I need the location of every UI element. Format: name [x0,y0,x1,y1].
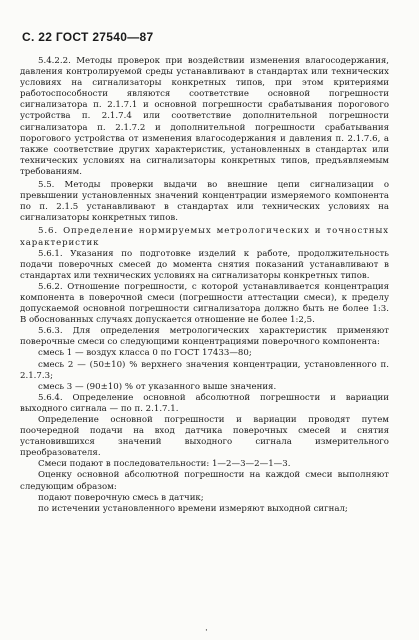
paragraph-5-6-3: 5.6.3. Для определения метрологических характеристик применяют поверочные смеси со следующими концентрациями поверочного компонента: [20,326,389,348]
list-item-mixture-3: смесь 3 — (90±10) % от указанного выше значения. [38,381,277,392]
paragraph-method: Определение основной погрешности и вариации проводят путем поочередной подачи на вход датчика поверочных смесей и снятия установившихся значений выходного сигнала измерительного преобразователя. [20,415,389,459]
paragraph-5-6-4: 5.6.4. Определение основной абсолютной погрешности и вариации выходного сигнала — по п. 2.1.7.1. [20,392,389,414]
list-item-mixture-1: смесь 1 — воздух класса 0 по ГОСТ 17433—80; [38,348,252,359]
page-body [20,56,389,515]
list-item-mixture-2: смесь 2 — (50±10) % верхнего значения концентрации, установленного п. 2.1.7.3; [20,359,389,381]
step-supply-mixture: подают поверочную смесь в датчик; [38,492,204,503]
paragraph-5-6-2: 5.6.2. Отношение погрешности, с которой устанавливается концентрация компонента в поверочной смеси (погрешности аттестации смеси), к пределу допускаемой основной погрешности сигнализатора должно быть не более 1:3. В обоснованных случаях допускается отношение не более 1:2,5. [20,281,389,326]
paragraph-5-4-2-2: 5.4.2.2. Методы проверок при воздействии изменения влагосодержания, давления контролируемой среды устанавливают в стандартах или технических условиях на сигнализаторы конкретных типов, при этом критериями работоспособности являются соответствие основной погрешности сигнализатора п. 2.1.7.1 и основной погрешности срабатывания порогового устройства п. 2.1.7.4 или соответствие дополнительной погрешности сигнализатора п. 2.1.7.2 и дополнительной погрешности срабатывания порогового устройства от изменения влагосодержания и давления п. 2.1.7.6, а также соответствие других характеристик, установленных в стандартах или технических условиях на сигнализаторы конкретных типов, предъявляемым требованиям. [20,56,389,177]
paragraph-5-5: 5.5. Методы проверки выдачи во внешние цепи сигнализации о превышении установленных значений концентрации измеряемого компонента по п. 2.1.5 устанавливают в стандартах или технических условиях на сигнализаторы конкретных типов. [20,180,389,224]
footer-mark: · [205,626,208,636]
paragraph-5-6-1: 5.6.1. Указания по подготовке изделий к работе, продолжительность подачи поверочных смесей до момента снятия показаний устанавливают в стандартах или технических условиях на сигнализаторы конкретных типов. [20,248,389,281]
paragraph-assessment: Оценку основной абсолютной погрешности на каждой смеси выполняют следующим образом: [20,470,389,492]
page-header: С. 22 ГОСТ 27540—87 [22,30,154,44]
paragraph-sequence: Смеси подают в последовательности: 1—2—3—2—1—3. [38,459,291,470]
section-heading-5-6: 5.6. Определение нормируемых метрологических и точностных характеристик [20,226,389,248]
step-measure-output: по истечении установленного времени измеряют выходной сигнал; [38,503,348,514]
